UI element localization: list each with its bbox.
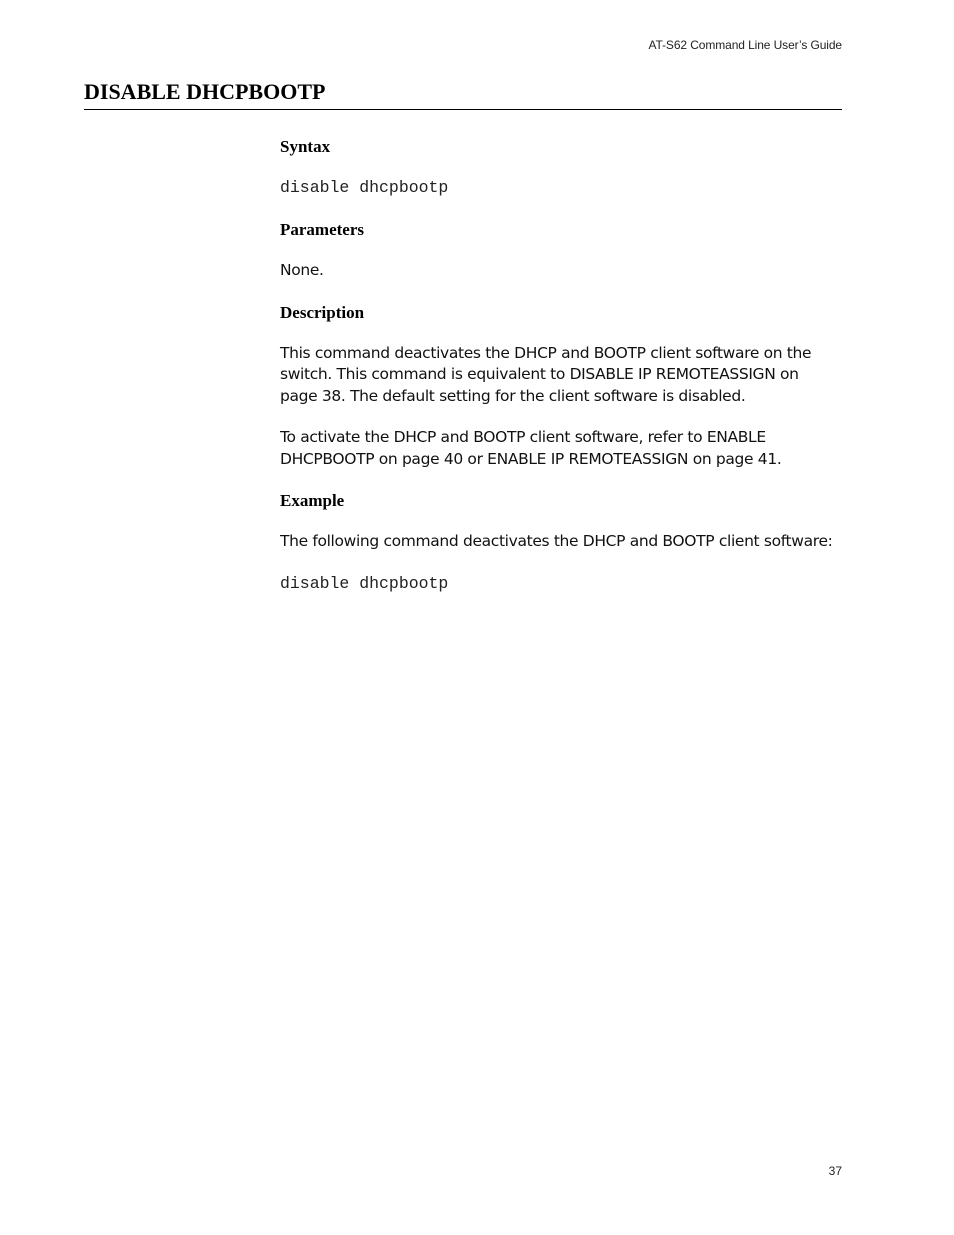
title-rule [84,109,842,110]
description-paragraph-2: To activate the DHCP and BOOTP client software, refer to ENABLE DHCPBOOTP on page 40 or ENABLE IP REMOTEASSIGN on page 41. [280,428,782,468]
page-title: DISABLE DHCPBOOTP [84,79,326,104]
example-text: The following command deactivates the DHCP and BOOTP client software: [280,532,833,550]
parameters-heading: Parameters [280,220,365,239]
running-header: AT-S62 Command Line User’s Guide [648,38,842,52]
syntax-heading: Syntax [280,137,331,156]
syntax-code: disable dhcpbootp [280,178,449,197]
content-column [280,136,840,595]
parameters-text: None. [280,261,324,279]
example-heading: Example [280,491,345,510]
example-code: disable dhcpbootp [280,573,449,593]
description-paragraph-1: This command deactivates the DHCP and BOOTP client software on the switch. This command is equivalent to DISABLE IP REMOTEASSIGN on page 38. The default setting for the client software is disabled. [280,343,812,405]
page-number: 37 [828,1164,842,1178]
description-heading: Description [280,302,365,322]
